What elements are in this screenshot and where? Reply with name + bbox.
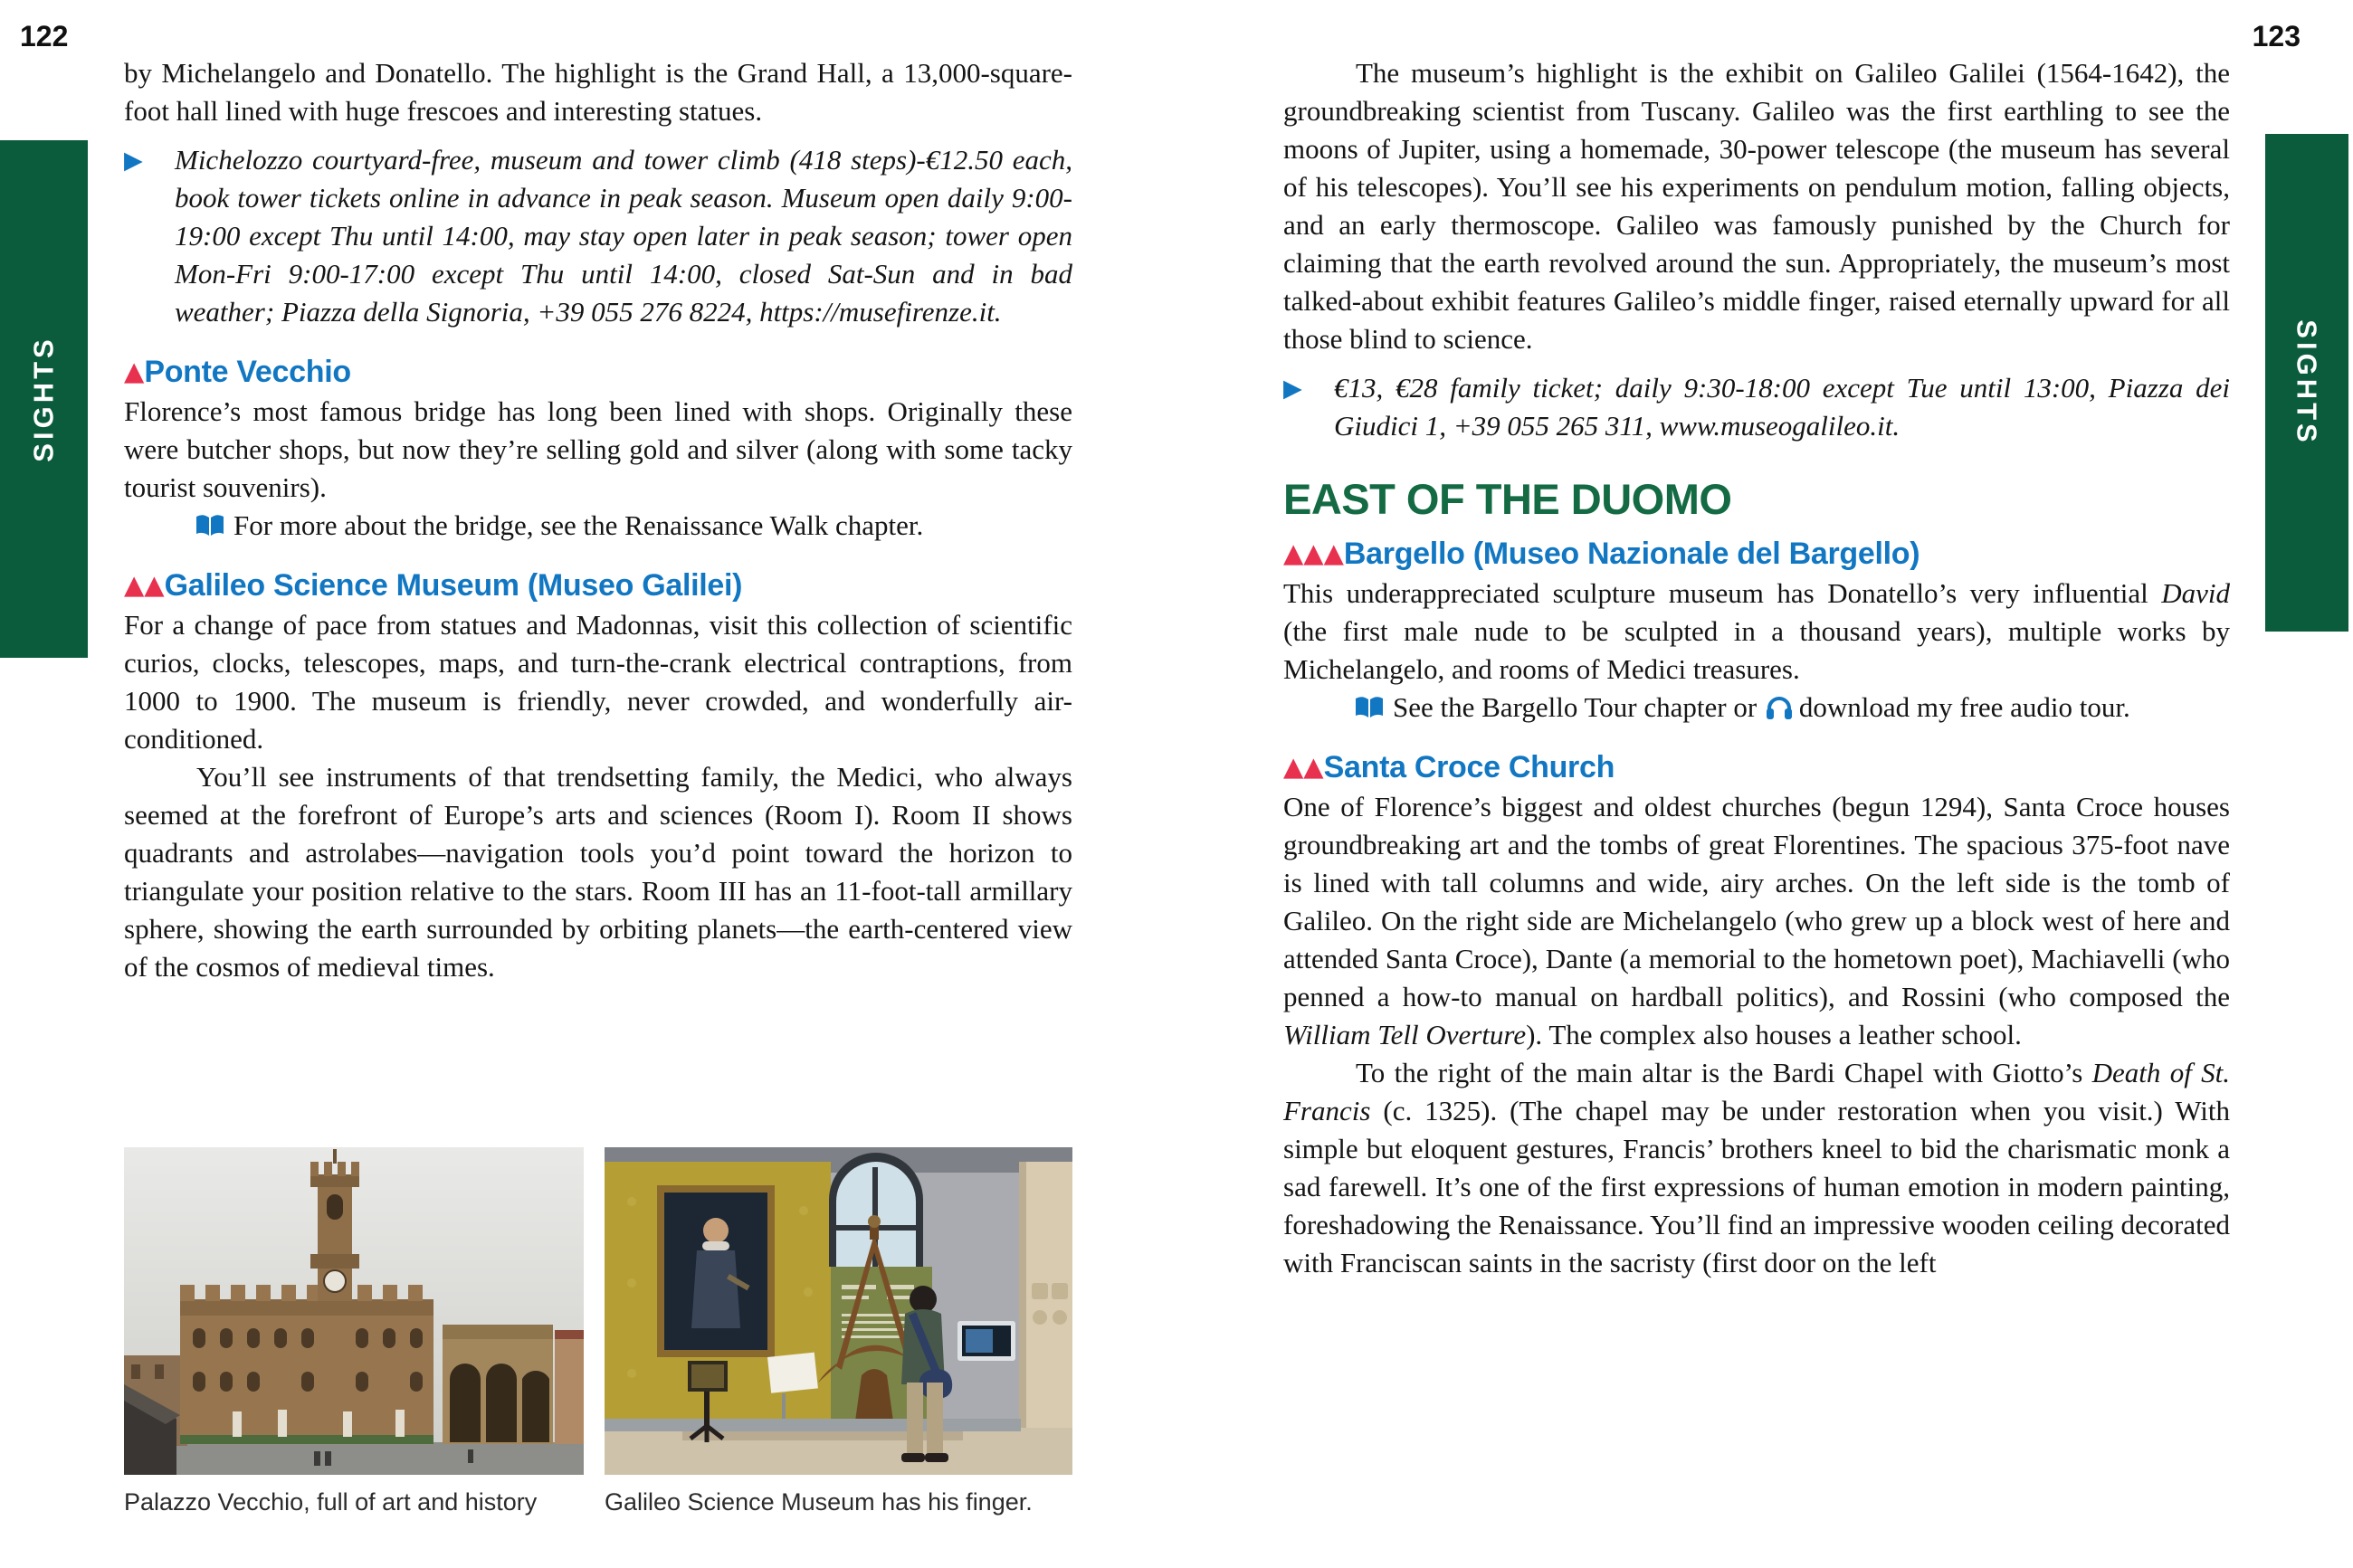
photo-caption-palazzo: Palazzo Vecchio, full of art and history bbox=[124, 1488, 538, 1516]
photo-galileo-museum bbox=[605, 1147, 1072, 1516]
bargello-body-pre: This underappreciated sculpture museum has Donatello’s very influential bbox=[1283, 577, 2162, 609]
galileo-museum-continuation: The museum’s highlight is the exhibit on Galileo Galilei (1564-1642), the groundbreaking scientist from Tuscany. Galileo was the first earthling to see the moons of Jupiter, using a homemade, 30-power telescope (the museum has several of his telescopes). You’ll see his experiments on pendulum motion, falling objects, and an early thermoscope. Galileo was famously punished by the Church for claiming that the earth revolved around the sun. Appropriately, the museum’s most talked-about exhibit features Galileo’s middle finger, raised eternally upward for all those blind to science. bbox=[1283, 57, 2230, 355]
bargello-crossref-post: download my free audio tour. bbox=[1798, 691, 2130, 723]
ponte-vecchio-heading bbox=[124, 355, 1072, 390]
ponte-vecchio-crossref-text: For more about the bridge, see the Renaissance Walk chapter. bbox=[233, 509, 924, 541]
palazzo-vecchio-listing-text: Michelozzo courtyard-free, museum and tower climb (418 steps)-€12.50 each, book tower tickets online in advance in peak season. Museum open daily 9:00-19:00 except Thu until 14:00, may stay open later in peak season; tower open Mon-Fri 9:00-17:00 except Thu until 14:00, closed Sat-Sun and in bad weather; Piazza della Signoria, +39 055 276 8224, https://musefirenze.it. bbox=[175, 144, 1072, 328]
left-page-column bbox=[124, 54, 1072, 986]
listing-bullet-triangle-icon: ▶ bbox=[1283, 375, 1302, 403]
santa-croce-p2-post: (c. 1325). (The chapel may be under restoration when you visit.) With simple but eloquent gestures, Francis’ brothers kneel to bid the charismatic monk a sad farewell. It’s one of the first expressions of human emotion in modern painting, foreshadowing the Renaissance. You’ll find an impressive wooden ceiling decorated with Franciscan saints in the sacristy (first door on the left bbox=[1283, 1095, 2230, 1278]
palazzo-vecchio-continuation: by Michelangelo and Donatello. The highlight is the Grand Hall, a 13,000-square-foot hall lined with huge frescoes and interesting statues. bbox=[124, 57, 1072, 127]
bargello-crossref bbox=[1283, 689, 2230, 727]
ponte-vecchio-title: Ponte Vecchio bbox=[144, 355, 351, 389]
east-of-duomo-heading: EAST OF THE DUOMO bbox=[1283, 475, 1732, 523]
headphones-icon bbox=[1766, 695, 1793, 720]
photo-caption-galileo: Galileo Science Museum has his finger. bbox=[605, 1488, 1033, 1516]
santa-croce-body2 bbox=[1283, 1054, 2230, 1282]
book-icon bbox=[195, 514, 225, 538]
galileo-museum-title: Galileo Science Museum (Museo Galilei) bbox=[164, 568, 743, 603]
sights-tab-left-label: SIGHTS bbox=[27, 336, 60, 462]
galileo-museum-body2: You’ll see instruments of that trendsetting family, the Medici, who always seemed at the forefront of Europe’s arts and sciences (Room I). Room II shows quadrants and astrolabes—navigation tools you’d point toward the horizon to triangulate your position relative to the stars. Room III has an 11-foot-tall armillary sphere, showing the earth surrounded by orbiting planets—the earth-centered view of the cosmos of medieval times. bbox=[124, 761, 1072, 983]
santa-croce-p1-italic: William Tell Overture bbox=[1283, 1019, 1527, 1050]
page-number-left: 122 bbox=[20, 20, 69, 52]
bargello-heading bbox=[1283, 537, 2230, 572]
bargello-body-post: (the first male nude to be sculpted in a thousand years), multiple works by Michelangelo, and rooms of Medici treasures. bbox=[1283, 615, 2230, 685]
santa-croce-body1 bbox=[1283, 788, 2230, 1054]
bargello-body bbox=[1283, 575, 2230, 689]
rating-triangles-icon: ▲▲▲ bbox=[1283, 537, 1344, 568]
photo-row bbox=[124, 1147, 1072, 1516]
right-page-column bbox=[1283, 54, 2230, 1282]
galileo-museum-body1: For a change of pace from statues and Madonnas, visit this collection of scientific curios, clocks, telescopes, maps, and turn-the-crank electrical contraptions, from 1000 to 1900. The museum is friendly, never crowded, and wonderfully air-conditioned. bbox=[124, 609, 1072, 755]
palazzo-vecchio-illustration bbox=[124, 1147, 584, 1475]
bargello-title: Bargello (Museo Nazionale del Bargello) bbox=[1343, 537, 1920, 571]
santa-croce-p2-pre: To the right of the main altar is the Bardi Chapel with Giotto’s bbox=[1356, 1057, 2092, 1088]
photo-palazzo-vecchio bbox=[124, 1147, 584, 1516]
bargello-body-italic: David bbox=[2161, 577, 2230, 609]
page-number-right: 123 bbox=[2252, 20, 2301, 52]
galileo-museum-listing bbox=[1283, 369, 2230, 445]
ponte-vecchio-body: Florence’s most famous bridge has long been lined with shops. Originally these were butcher shops, but now they’re selling gold and silver (along with some tacky tourist souvenirs). bbox=[124, 395, 1072, 503]
rating-triangle-icon: ▲ bbox=[124, 356, 145, 386]
palazzo-vecchio-listing bbox=[124, 141, 1072, 331]
sights-tab-right-label: SIGHTS bbox=[2291, 319, 2323, 446]
rating-triangles-icon: ▲▲ bbox=[1283, 751, 1324, 782]
sights-tab-right bbox=[2265, 134, 2348, 632]
book-icon bbox=[1354, 696, 1385, 720]
rating-triangles-icon: ▲▲ bbox=[124, 569, 165, 600]
galileo-museum-listing-text: €13, €28 family ticket; daily 9:30-18:00 except Tue until 13:00, Piazza dei Giudici 1, +39 055 265 311, www.museogalileo.it. bbox=[1334, 372, 2230, 442]
galileo-museum-illustration bbox=[605, 1147, 1072, 1475]
santa-croce-p1-post: ). The complex also houses a leather school. bbox=[1526, 1019, 2022, 1050]
sights-tab-left bbox=[0, 140, 88, 658]
santa-croce-p1-pre: One of Florence’s biggest and oldest churches (begun 1294), Santa Croce houses groundbreaking art and the tombs of great Florentines. The spacious 375-foot nave is lined with tall columns and wide, airy arches. On the left side is the tomb of Galileo. On the right side are Michelangelo (who grew up a block west of here and attended Santa Croce), Dante (a memorial to the hometown poet), Machiavelli (who penned a how-to manual on hardball politics), and Rossini (who composed the bbox=[1283, 791, 2230, 1012]
listing-bullet-triangle-icon: ▶ bbox=[124, 147, 143, 175]
ponte-vecchio-crossref bbox=[124, 507, 1072, 545]
santa-croce-p2-italic: Death of St. Francis bbox=[1283, 1057, 2230, 1126]
galileo-museum-heading bbox=[124, 568, 1072, 603]
santa-croce-heading bbox=[1283, 750, 2230, 785]
santa-croce-title: Santa Croce Church bbox=[1323, 750, 1615, 784]
bargello-crossref-pre: See the Bargello Tour chapter or bbox=[1393, 691, 1764, 723]
